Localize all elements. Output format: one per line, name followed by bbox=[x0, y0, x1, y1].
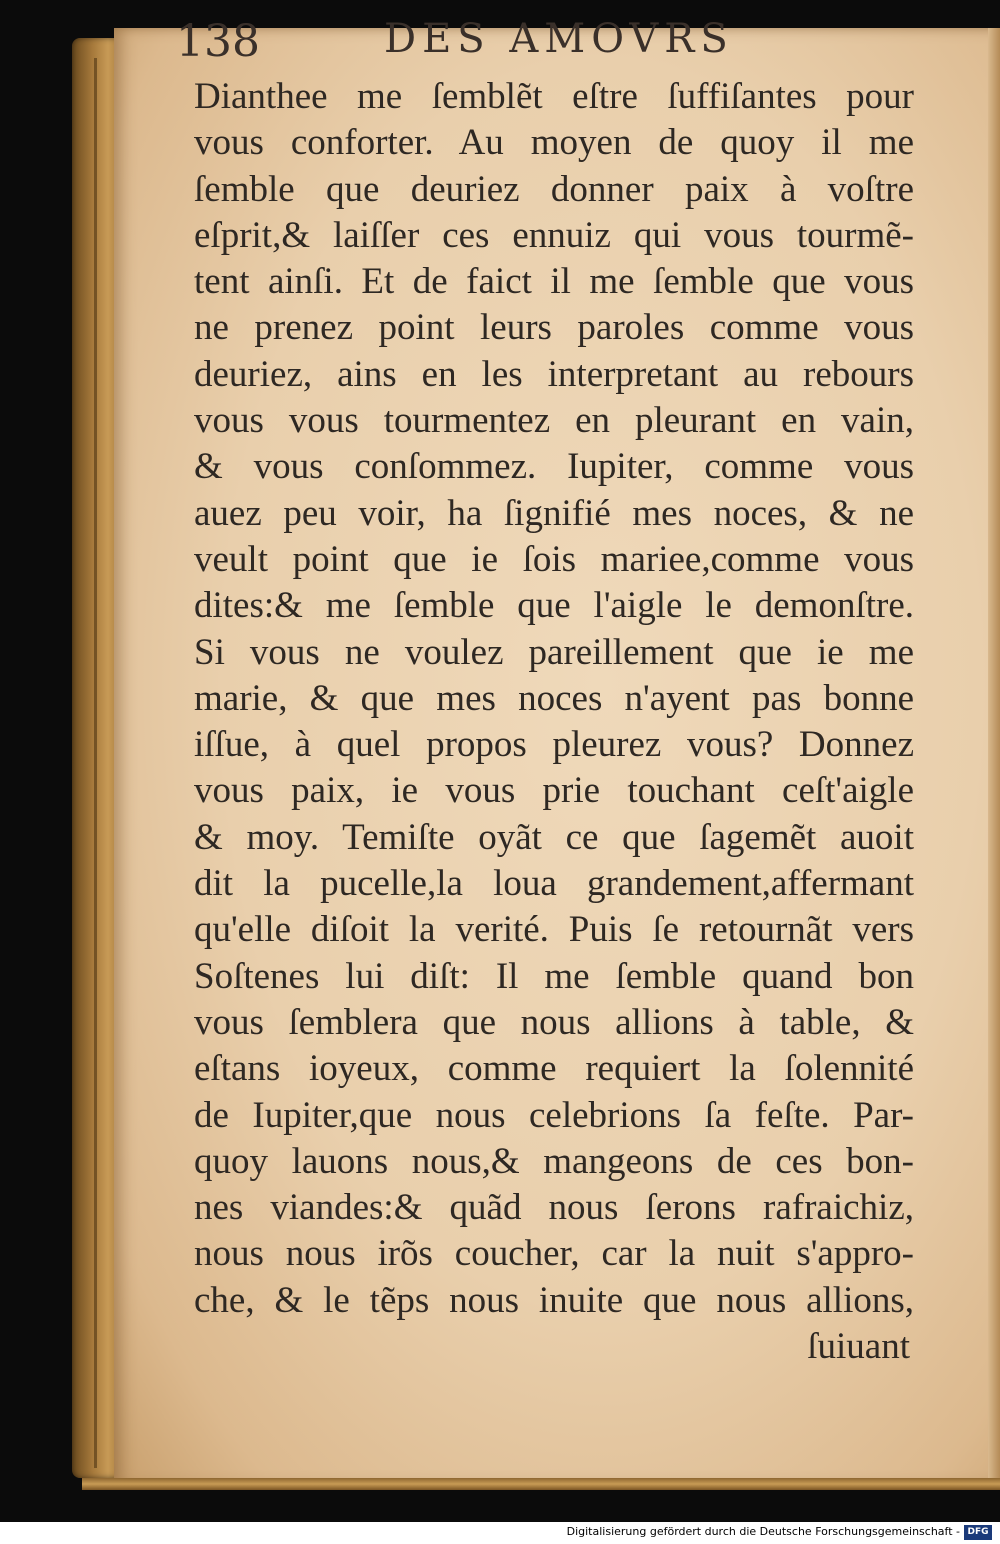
running-head: DES AMOVRS bbox=[384, 16, 734, 62]
digitization-credit: Digitalisierung gefördert durch die Deutsche Forschungsgemeinschaft - bbox=[566, 1525, 960, 1538]
text-line: ſemble que deuriez donner paix à voſtre bbox=[194, 168, 914, 210]
page-number: 138 bbox=[176, 16, 260, 67]
book-bottom-edge bbox=[82, 1478, 1000, 1490]
page-header bbox=[176, 16, 776, 76]
text-line: qu'elle diſoit la verité. Puis ſe retournãt vers bbox=[194, 909, 914, 951]
text-line: vous ſemblera que nous allions à table, & bbox=[194, 1001, 914, 1043]
text-line: nes viandes:& quãd nous ſerons rafraichiz, bbox=[194, 1187, 914, 1229]
text-line: Si vous ne voulez pareillement que ie me bbox=[194, 631, 914, 673]
text-line: vous conforter. Au moyen de quoy il me bbox=[194, 122, 914, 164]
text-line: & vous conſommez. Iupiter, comme vous bbox=[194, 446, 914, 488]
text-block bbox=[194, 74, 914, 1370]
footer-bar bbox=[0, 1522, 1000, 1544]
text-line: auez peu voir, ha ſignifié mes noces, & ne bbox=[194, 492, 914, 534]
text-line: ne prenez point leurs paroles comme vous bbox=[194, 307, 914, 349]
text-line: nous nous irõs coucher, car la nuit s'appro- bbox=[194, 1233, 914, 1275]
text-line: eſtans ioyeux, comme requiert la ſolennité bbox=[194, 1048, 914, 1090]
text-line: eſprit,& laiſſer ces ennuiz qui vous tourmẽ- bbox=[194, 214, 914, 256]
dfg-logo: DFG bbox=[964, 1525, 992, 1540]
text-line: vous vous tourmentez en pleurant en vain, bbox=[194, 400, 914, 442]
text-line: dit la pucelle,la loua grandement,affermant bbox=[194, 863, 914, 905]
text-line: marie, & que mes noces n'ayent pas bonne bbox=[194, 677, 914, 719]
text-line: vous paix, ie vous prie touchant ceſt'aigle bbox=[194, 770, 914, 812]
text-line: de Iupiter,que nous celebrions ſa feſte. Par- bbox=[194, 1094, 914, 1136]
text-line: quoy lauons nous,& mangeons de ces bon- bbox=[194, 1140, 914, 1182]
fore-edge-shadow bbox=[94, 58, 97, 1468]
text-line: & moy. Temiſte oyãt ce que ſagemẽt auoit bbox=[194, 816, 914, 858]
text-line: deuriez, ains en les interpretant au rebours bbox=[194, 353, 914, 395]
catchword: ſuiuant bbox=[807, 1326, 910, 1368]
text-line: Soſtenes lui diſt: Il me ſemble quand bon bbox=[194, 955, 914, 997]
text-line: veult point que ie ſois mariee,comme vous bbox=[194, 538, 914, 580]
page-right-edge bbox=[988, 28, 1000, 1486]
text-line: iſſue, à quel propos pleurez vous? Donnez bbox=[194, 724, 914, 766]
text-line: tent ainſi. Et de faict il me ſemble que vous bbox=[194, 261, 914, 303]
text-line: Dianthee me ſemblẽt eſtre ſuffiſantes pour bbox=[194, 76, 914, 117]
text-line: che, & le tẽps nous inuite que nous allions, bbox=[194, 1279, 914, 1321]
text-line: dites:& me ſemble que l'aigle le demonſtre. bbox=[194, 585, 914, 627]
